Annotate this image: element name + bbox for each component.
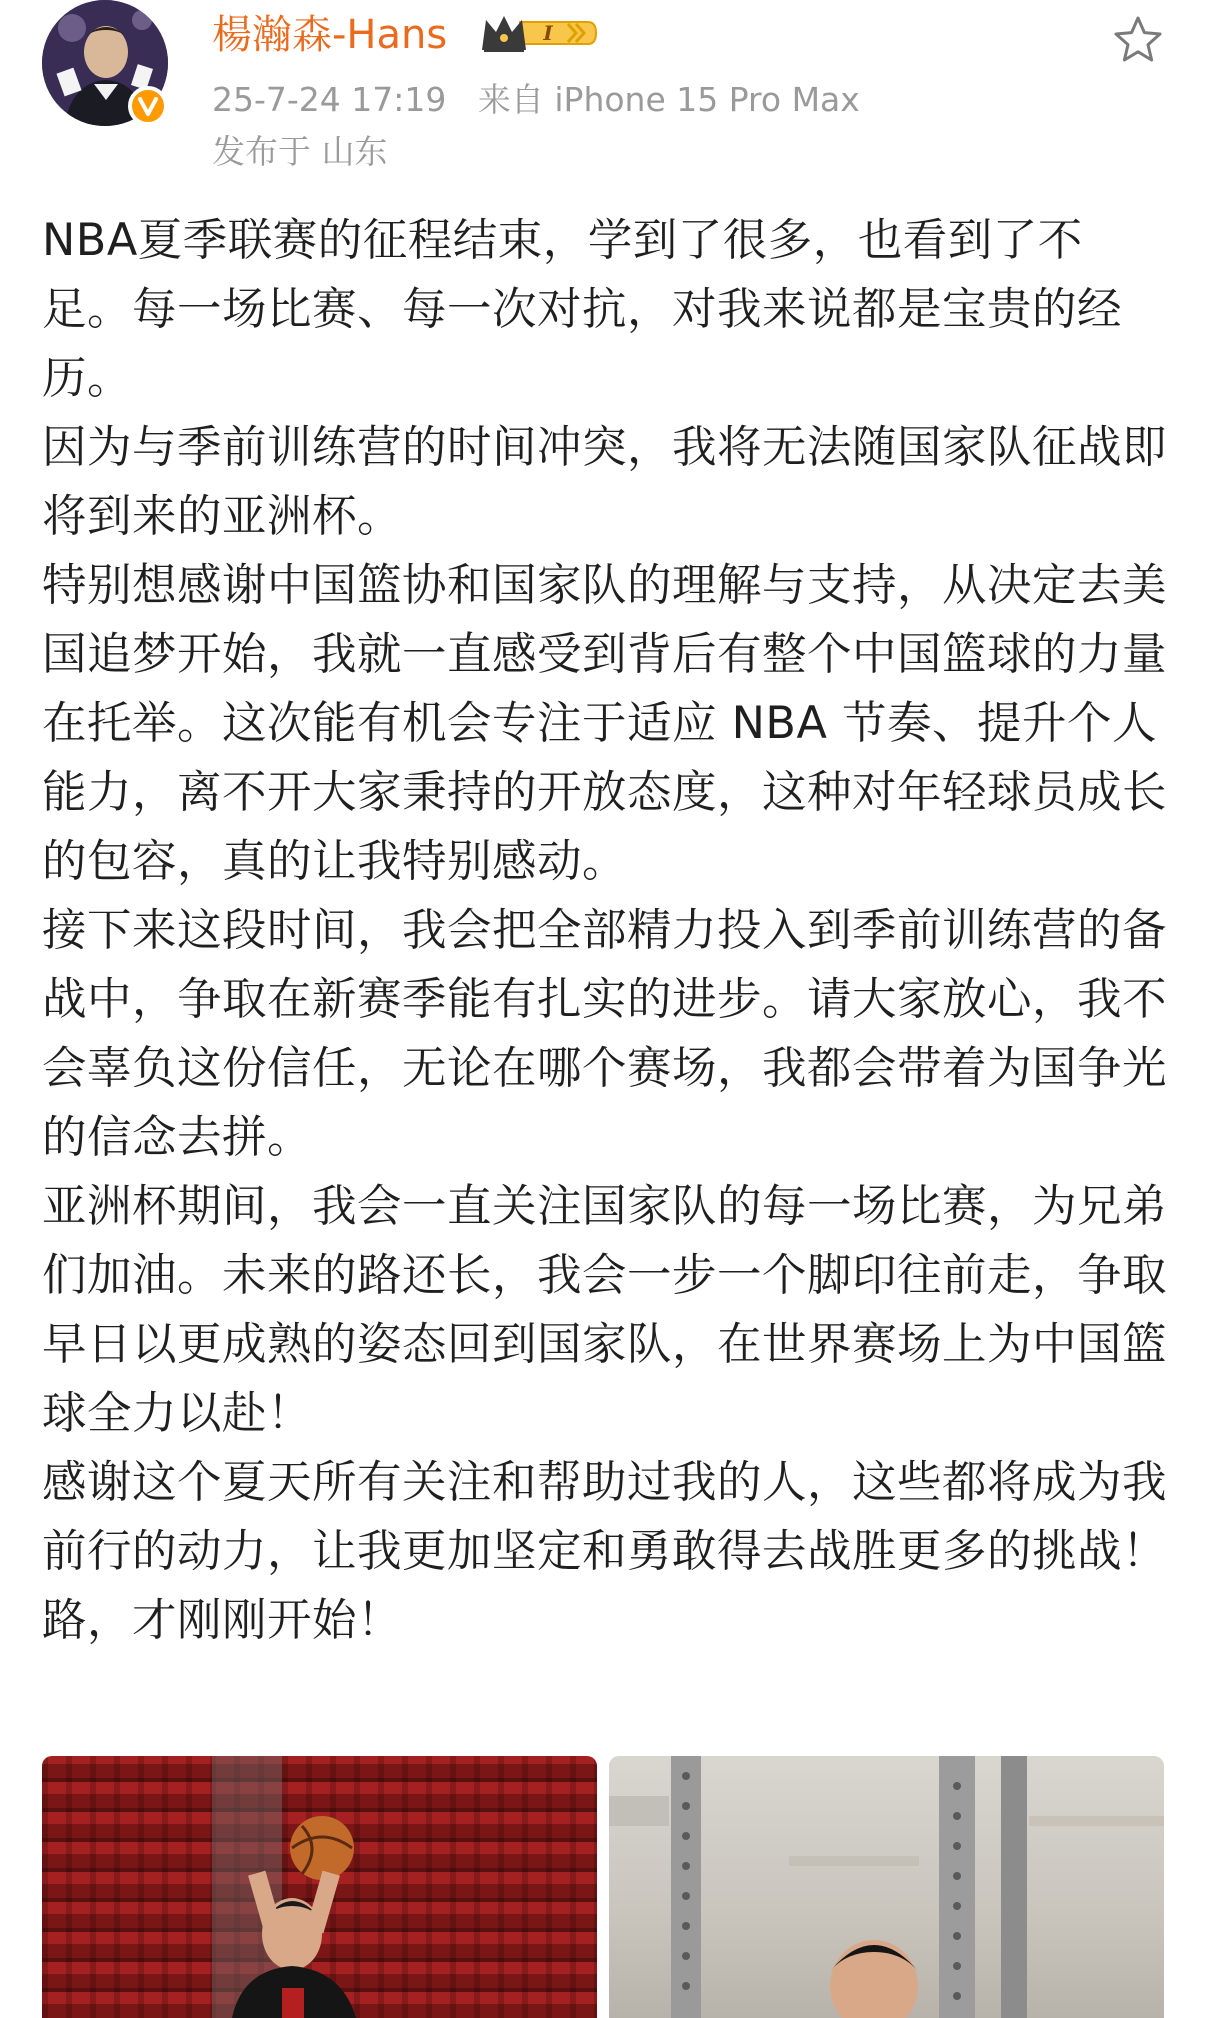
post-paragraph: NBA夏季联赛的征程结束，学到了很多，也看到了不足。每一场比赛、每一次对抗，对我来说都是宝贵的经历。 — [42, 215, 1123, 404]
verified-v-icon — [128, 86, 168, 126]
post-location: 发布于 山东 — [212, 132, 388, 171]
post-timestamp: 25-7-24 17:19 — [212, 80, 447, 119]
photo-free-throw — [42, 1756, 597, 2018]
favorite-button[interactable] — [1112, 14, 1164, 66]
post-paragraph: 接下来这段时间，我会把全部精力投入到季前训练营的备战中，争取在新赛季能有扎实的进步。请大家放心，我不会辜负这份信任，无论在哪个赛场，我都会带着为国争光的信念去拼。 — [42, 905, 1168, 1163]
photo-thumbnail[interactable] — [42, 1756, 597, 2018]
star-outline-icon[interactable] — [1112, 14, 1164, 66]
post-meta — [212, 78, 860, 122]
post-paragraph: 感谢这个夏天所有关注和帮助过我的人，这些都将成为我前行的动力，让我更加坚定和勇敢得去战胜更多的挑战！ — [42, 1457, 1168, 1577]
member-level: I — [543, 21, 553, 45]
photo-thumbnail[interactable] — [609, 1756, 1164, 2018]
photo-grid — [42, 1756, 1164, 2018]
crown-badge-icon[interactable] — [480, 10, 598, 56]
post-source: 来自 iPhone 15 Pro Max — [477, 80, 860, 119]
user-name[interactable]: 楊瀚森-Hans — [212, 12, 448, 58]
post-paragraph: 特别想感谢中国篮协和国家队的理解与支持，从决定去美国追梦开始，我就一直感受到背后有整个中国篮球的力量在托举。这次能有机会专注于适应 NBA 节奏、提升个人能力，离不开大家秉持的开放态度，这种对年轻球员成长的包容，真的让我特别感动。 — [42, 560, 1168, 887]
avatar-container[interactable] — [42, 0, 168, 126]
photo-gym-training — [609, 1756, 1164, 2018]
post-paragraph: 因为与季前训练营的时间冲突，我将无法随国家队征战即将到来的亚洲杯。 — [42, 422, 1168, 542]
post-paragraph: 亚洲杯期间，我会一直关注国家队的每一场比赛，为兄弟们加油。未来的路还长，我会一步一个脚印往前走，争取早日以更成熟的姿态回到国家队，在世界赛场上为中国篮球全力以赴！ — [42, 1181, 1168, 1439]
post-body — [42, 206, 1167, 1655]
post-header — [0, 0, 1206, 180]
post-paragraph: 路，才刚刚开始！ — [42, 1595, 403, 1646]
